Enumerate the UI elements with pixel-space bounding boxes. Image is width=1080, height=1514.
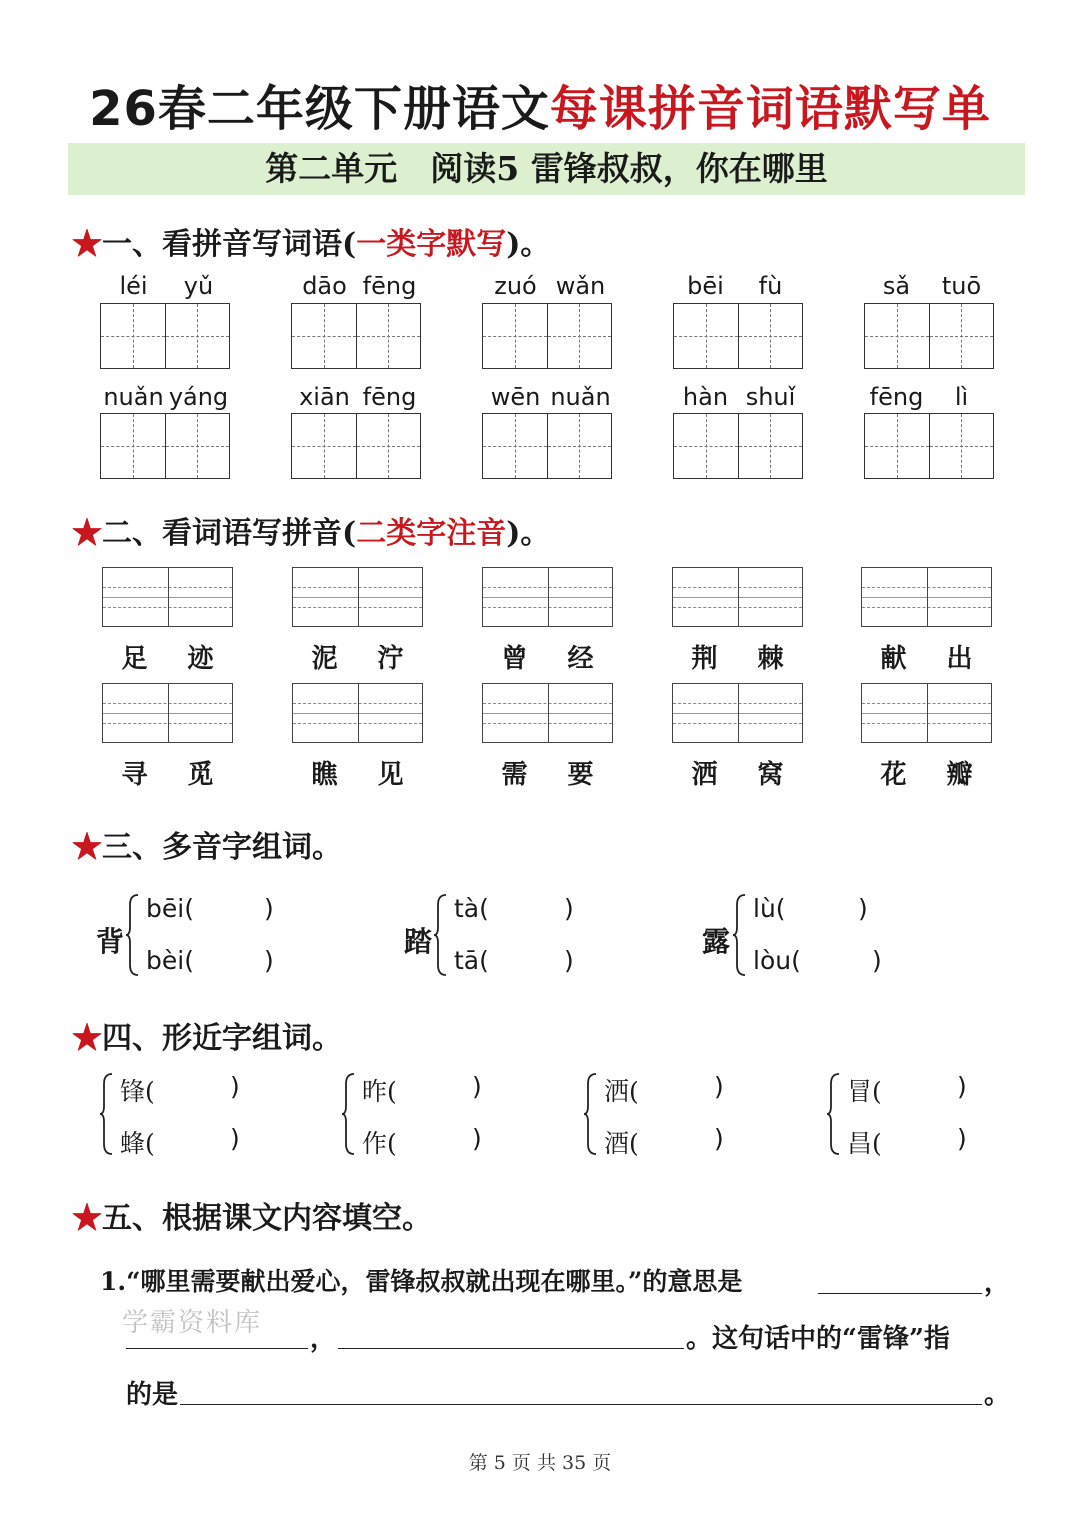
question-1-text: 1.“哪里需要献出爱心，雷锋叔叔就出现在哪里。”的意思是 <box>100 1267 743 1296</box>
close-paren: ) <box>858 894 868 923</box>
answer-blank[interactable] <box>126 1348 308 1349</box>
section-2-heading: ★二、看词语写拼音(二类字注音)。 <box>72 516 551 551</box>
title-black: 26春二年级下册语文 <box>89 81 550 137</box>
section-5-heading: ★五、根据课文内容填空。 <box>72 1201 432 1236</box>
brace-icon <box>124 893 142 977</box>
close-paren: ) <box>264 946 274 975</box>
close-paren: ) <box>472 1124 482 1153</box>
similar-top: 洒( <box>604 1077 639 1106</box>
writing-grid[interactable] <box>100 303 230 369</box>
brace-icon <box>432 893 450 977</box>
comma: ， <box>984 1268 1011 1298</box>
star-icon: ★ <box>72 1201 102 1236</box>
writing-grid[interactable] <box>864 303 994 369</box>
similar-bottom: 蜂( <box>120 1129 155 1158</box>
pinyin-grid[interactable] <box>861 567 992 627</box>
question-1-end: 的是 <box>126 1380 179 1410</box>
pinyin-grid[interactable] <box>292 683 423 743</box>
title-red: 每课拼音词语默写单 <box>549 81 991 137</box>
writing-grid[interactable] <box>291 303 421 369</box>
writing-grid[interactable] <box>482 413 612 479</box>
similar-top: 锋( <box>120 1077 155 1106</box>
writing-grid[interactable] <box>291 413 421 479</box>
period: 。 <box>984 1380 1011 1410</box>
pinyin-grid[interactable] <box>861 683 992 743</box>
similar-top: 冒( <box>847 1077 882 1106</box>
close-paren: ) <box>472 1072 482 1101</box>
polyphone-bottom: bèi( <box>146 946 194 975</box>
page-footer: 第 5 页 共 35 页 <box>468 1452 612 1474</box>
close-paren: ) <box>714 1072 724 1101</box>
pinyin-grid[interactable] <box>672 567 803 627</box>
polyphone-bottom: tā( <box>454 946 489 975</box>
section-3-heading: ★三、多音字组词。 <box>72 830 342 865</box>
polyphone-char: 踏 <box>404 925 433 958</box>
similar-bottom: 作( <box>362 1129 397 1158</box>
pinyin-grid[interactable] <box>102 683 233 743</box>
close-paren: ) <box>230 1124 240 1153</box>
close-paren: ) <box>264 894 274 923</box>
star-icon: ★ <box>72 227 102 262</box>
brace-icon <box>582 1072 600 1156</box>
polyphone-top: bēi( <box>146 894 194 923</box>
polyphone-bottom: lòu( <box>753 946 801 975</box>
writing-grid[interactable] <box>673 303 803 369</box>
close-paren: ) <box>872 946 882 975</box>
question-1-mid: 。这句话中的“雷锋”指 <box>686 1324 950 1354</box>
brace-icon <box>825 1072 843 1156</box>
page-title <box>0 70 1080 139</box>
answer-blank[interactable] <box>818 1293 982 1294</box>
star-icon: ★ <box>72 1021 102 1056</box>
pinyin-grid[interactable] <box>482 567 613 627</box>
writing-grid[interactable] <box>673 413 803 479</box>
section-4-heading: ★四、形近字组词。 <box>72 1021 342 1056</box>
answer-blank[interactable] <box>180 1404 982 1405</box>
close-paren: ) <box>957 1124 967 1153</box>
brace-icon <box>731 893 749 977</box>
answer-blank[interactable] <box>338 1348 684 1349</box>
close-paren: ) <box>564 894 574 923</box>
similar-bottom: 酒( <box>604 1129 639 1158</box>
polyphone-top: tà( <box>454 894 489 923</box>
comma: ， <box>310 1324 337 1354</box>
similar-top: 昨( <box>362 1077 397 1106</box>
polyphone-char: 背 <box>96 925 125 958</box>
similar-bottom: 昌( <box>847 1129 882 1158</box>
pinyin-grid[interactable] <box>482 683 613 743</box>
section-1-heading: ★一、看拼音写词语(一类字默写)。 <box>72 227 551 262</box>
polyphone-char: 露 <box>702 925 731 958</box>
pinyin-grid[interactable] <box>672 683 803 743</box>
brace-icon <box>98 1072 116 1156</box>
star-icon: ★ <box>72 516 102 551</box>
writing-grid[interactable] <box>100 413 230 479</box>
close-paren: ) <box>564 946 574 975</box>
pinyin-grid[interactable] <box>292 567 423 627</box>
star-icon: ★ <box>72 830 102 865</box>
close-paren: ) <box>714 1124 724 1153</box>
watermark: 学霸资料库 <box>122 1308 263 1338</box>
close-paren: ) <box>230 1072 240 1101</box>
pinyin-grid[interactable] <box>102 567 233 627</box>
writing-grid[interactable] <box>482 303 612 369</box>
close-paren: ) <box>957 1072 967 1101</box>
unit-heading: 第二单元 阅读5 雷锋叔叔，你在哪里 <box>68 143 1025 195</box>
polyphone-top: lù( <box>753 894 786 923</box>
brace-icon <box>340 1072 358 1156</box>
writing-grid[interactable] <box>864 413 994 479</box>
